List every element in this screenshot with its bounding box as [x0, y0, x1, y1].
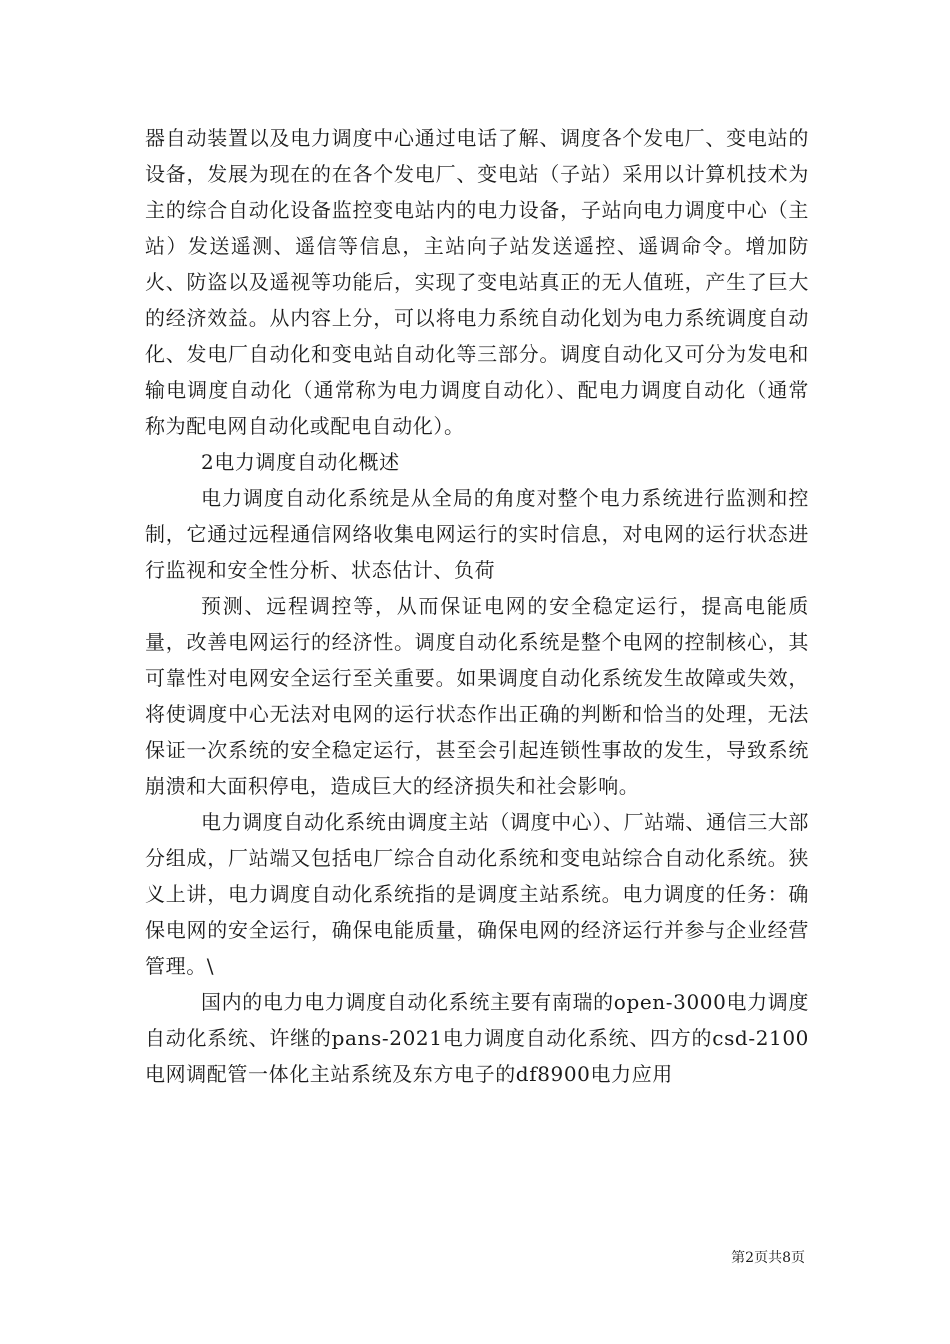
paragraph-overview: 电力调度自动化系统是从全局的角度对整个电力系统进行监测和控制，它通过远程通信网络收集电网运行的实时信息，对电网的运行状态进行监视和安全性分析、状态估计、负荷: [145, 486, 809, 582]
paragraph-components: 电力调度自动化系统由调度主站（调度中心）、厂站端、通信三大部分组成，厂站端又包括电厂综合自动化系统和变电站综合自动化系统。狭义上讲，电力调度自动化系统指的是调度主站系统。电力调度的任务：确保电网的安全运行，确保电能质量，确保电网的经济运行并参与企业经营管理。\: [145, 810, 809, 978]
paragraph-reliability: 预测、远程调控等，从而保证电网的安全稳定运行，提高电能质量，改善电网运行的经济性。调度自动化系统是整个电网的控制核心，其可靠性对电网安全运行至关重要。如果调度自动化系统发生故障或失效，将使调度中心无法对电网的运行状态作出正确的判断和恰当的处理，无法保证一次系统的安全稳定运行，甚至会引起连锁性事故的发生，导致系统崩溃和大面积停电，造成巨大的经济损失和社会影响。: [145, 594, 809, 798]
section-heading: 2电力调度自动化概述: [201, 450, 400, 474]
document-body: [145, 120, 809, 1092]
page-number-footer: 第2页共8页: [731, 1250, 805, 1266]
paragraph-intro-continued: 器自动装置以及电力调度中心通过电话了解、调度各个发电厂、变电站的设备，发展为现在的在各个发电厂、变电站（子站）采用以计算机技术为主的综合自动化设备监控变电站内的电力设备，子站向电力调度中心（主站）发送遥测、遥信等信息，主站向子站发送遥控、遥调命令。增加防火、防盗以及遥视等功能后，实现了变电站真正的无人值班，产生了巨大的经济效益。从内容上分，可以将电力系统自动化划为电力系统调度自动化、发电厂自动化和变电站自动化等三部分。调度自动化又可分为发电和输电调度自动化（通常称为电力调度自动化）、配电力调度自动化（通常称为配电网自动化或配电自动化）。: [145, 126, 809, 438]
paragraph-domestic-systems: 国内的电力电力调度自动化系统主要有南瑞的open-3000电力调度自动化系统、许继的pans-2021电力调度自动化系统、四方的csd-2100电网调配管一体化主站系统及东方电子的df8900电力应用: [145, 990, 809, 1086]
